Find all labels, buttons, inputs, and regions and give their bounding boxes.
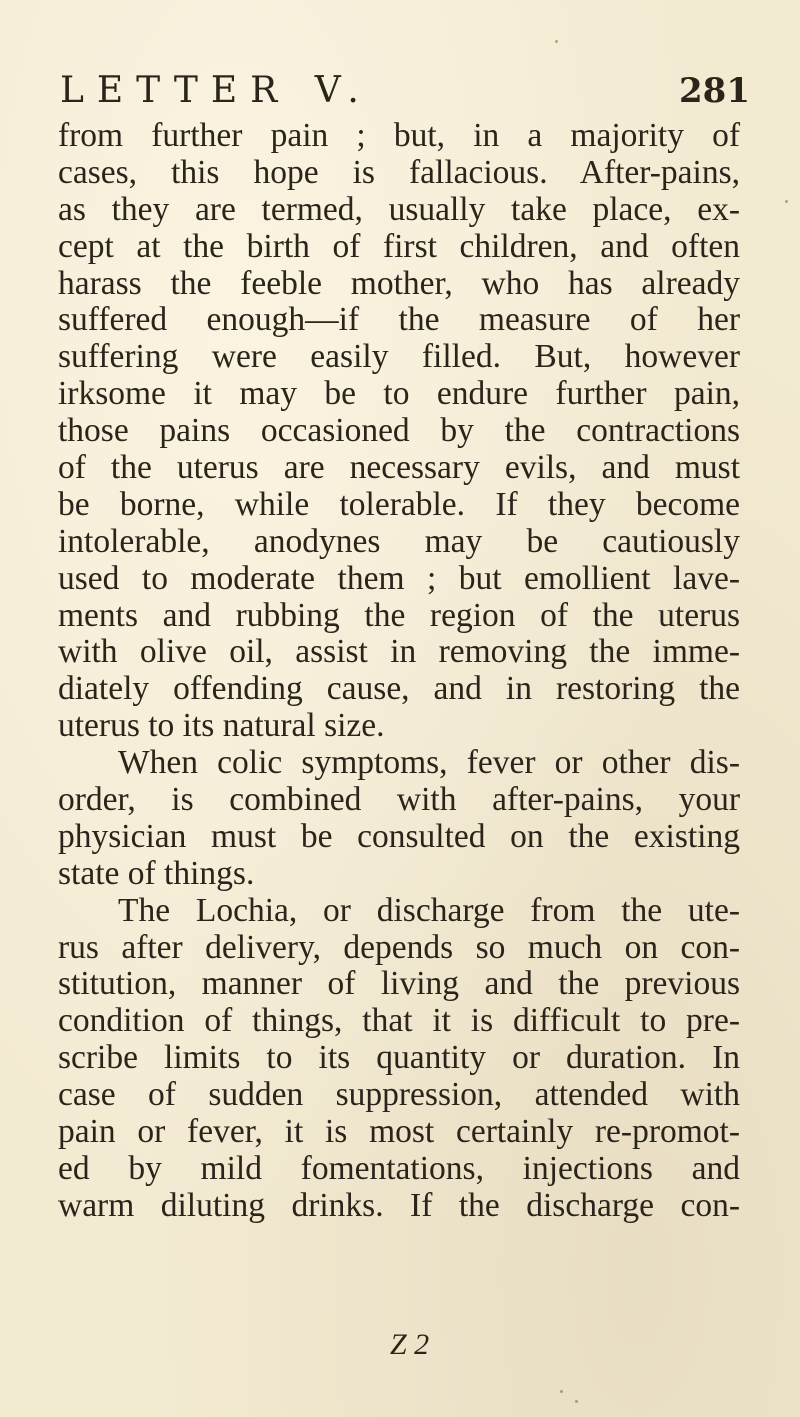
text-line: condition of things, that it is difficult to pre-: [58, 1002, 740, 1040]
page-header: [60, 68, 750, 114]
text-line: as they are termed, usually take place, ex-: [58, 190, 740, 228]
text-line: from further pain ; but, in a majority of: [58, 117, 740, 154]
text-line: stitution, manner of living and the previous: [58, 965, 740, 1003]
text-line: irksome it may be to endure further pain,: [58, 375, 740, 413]
text-line: physician must be consulted on the existing: [58, 817, 740, 855]
text-line: cept at the birth of first children, and often: [58, 227, 740, 265]
signature-mark: Z 2: [390, 1328, 430, 1361]
text-line: diately offending cause, and in restoring the: [58, 670, 740, 708]
text-line: used to moderate them ; but emollient lave-: [58, 559, 740, 597]
text-line: order, is combined with after-pains, your: [58, 781, 740, 819]
text-line: case of sudden suppression, attended with: [58, 1076, 740, 1114]
text-line: ed by mild fomentations, injections and: [58, 1149, 740, 1187]
text-line: be borne, while tolerable. If they become: [58, 485, 740, 523]
paper-speck: [575, 1400, 578, 1403]
paper-speck: [560, 1390, 563, 1393]
text-line: When colic symptoms, fever or other dis-: [118, 744, 740, 782]
text-line: those pains occasioned by the contractions: [58, 412, 740, 450]
page-number: 281: [679, 71, 750, 111]
running-head: LETTER V.: [60, 70, 372, 111]
text-line: with olive oil, assist in removing the imme-: [58, 633, 740, 671]
text-line: rus after delivery, depends so much on con-: [58, 928, 740, 966]
text-line: intolerable, anodynes may be cautiously: [58, 522, 740, 560]
paper-speck: [785, 200, 788, 203]
text-line: pain or fever, it is most certainly re-promot-: [58, 1113, 740, 1151]
text-line: of the uterus are necessary evils, and must: [58, 449, 740, 487]
text-line: harass the feeble mother, who has already: [58, 264, 740, 302]
text-line: suffering were easily filled. But, however: [58, 338, 740, 376]
paper-speck: [555, 40, 558, 43]
text-line: warm diluting drinks. If the discharge con-: [58, 1186, 740, 1224]
body-text: [58, 118, 740, 1225]
text-line: uterus to its natural size.: [58, 707, 385, 745]
text-line: state of things.: [58, 854, 255, 892]
text-line: suffered enough—if the measure of her: [58, 301, 740, 339]
text-line: scribe limits to its quantity or duration. In: [58, 1039, 740, 1077]
text-line: The Lochia, or discharge from the ute-: [118, 891, 740, 929]
text-line: cases, this hope is fallacious. After-pains,: [58, 153, 740, 191]
text-line: ments and rubbing the region of the uterus: [58, 596, 740, 634]
